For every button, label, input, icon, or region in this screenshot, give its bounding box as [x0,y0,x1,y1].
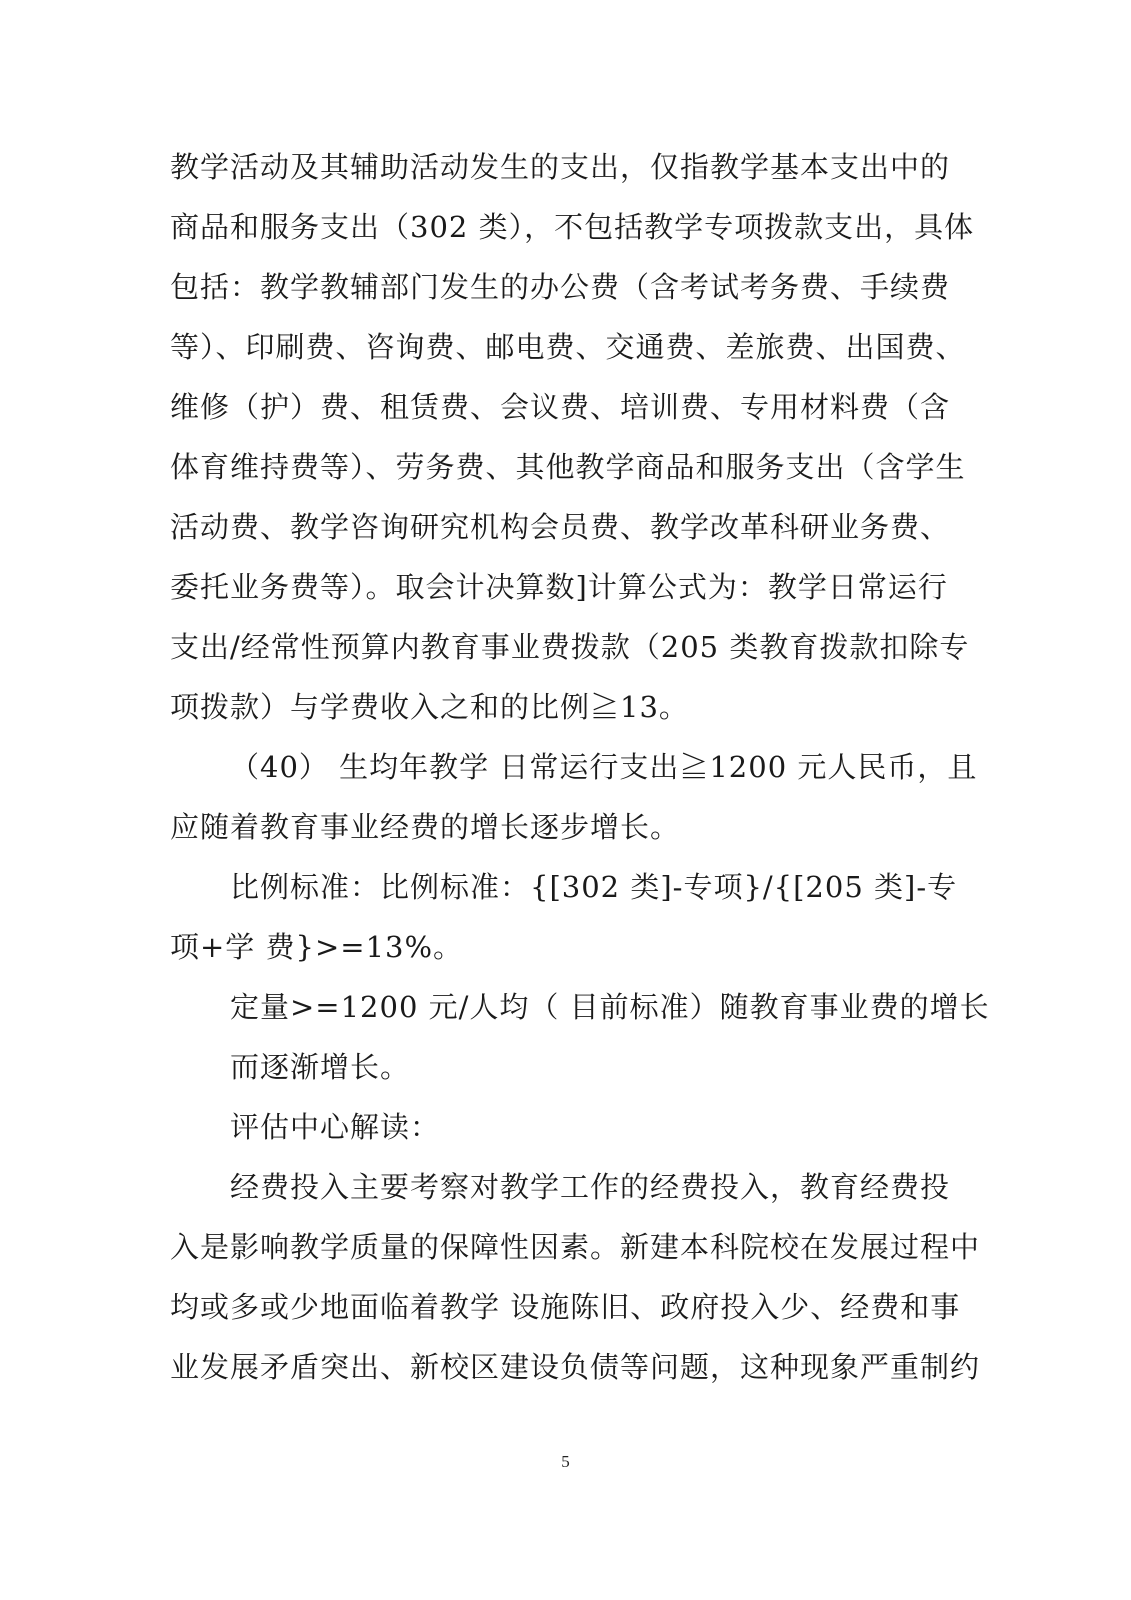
interpretation-line-2: 入是影响教学质量的保障性因素。新建本科院校在发展过程中 [170,1230,981,1264]
ratio-standard-line-1: 比例标准：比例标准：{[302 类]-专项}/{[205 类]-专 [230,870,958,904]
body-line-8: 委托业务费等）。取会计决算数]计算公式为：教学日常运行 [170,570,948,604]
body-line-1: 教学活动及其辅助活动发生的支出，仅指教学基本支出中的 [170,150,951,184]
interpretation-heading: 评估中心解读： [230,1110,441,1144]
page-number: 5 [561,1452,570,1471]
interpretation-line-1: 经费投入主要考察对教学工作的经费投入，教育经费投 [230,1170,951,1204]
body-line-4: 等）、印刷费、咨询费、邮电费、交通费、差旅费、出国费、 [170,330,966,364]
body-line-6: 体育维持费等）、劳务费、其他教学商品和服务支出（含学生 [170,450,966,484]
body-line-7: 活动费、教学咨询研究机构会员费、教学改革科研业务费、 [170,510,951,544]
quota-line-2: 而逐渐增长。 [230,1050,411,1084]
body-line-2: 商品和服务支出（302 类），不包括教学专项拨款支出，具体 [170,210,975,244]
item-40-line-2: 应随着教育事业经费的增长逐步增长。 [170,810,681,844]
quota-line-1: 定量>=1200 元/人均（ 目前标准）随教育事业费的增长 [230,990,990,1024]
body-line-3: 包括：教学教辅部门发生的办公费（含考试考务费、手续费 [170,270,951,304]
body-line-5: 维修（护）费、租赁费、会议费、培训费、专用材料费（含 [170,390,951,424]
interpretation-line-4: 业发展矛盾突出、新校区建设负债等问题，这种现象严重制约 [170,1350,981,1384]
body-line-10: 项拨款）与学费收入之和的比例≧13。 [170,690,689,724]
ratio-standard-line-2: 项+学 费}>=13%。 [170,930,464,964]
item-40-line-1: （40） 生均年教学 日常运行支出≧1200 元人民币，且 [230,750,978,784]
interpretation-line-3: 均或多或少地面临着教学 设施陈旧、政府投入少、经费和事 [170,1290,961,1324]
body-line-9: 支出/经常性预算内教育事业费拨款（205 类教育拨款扣除专 [170,630,970,664]
